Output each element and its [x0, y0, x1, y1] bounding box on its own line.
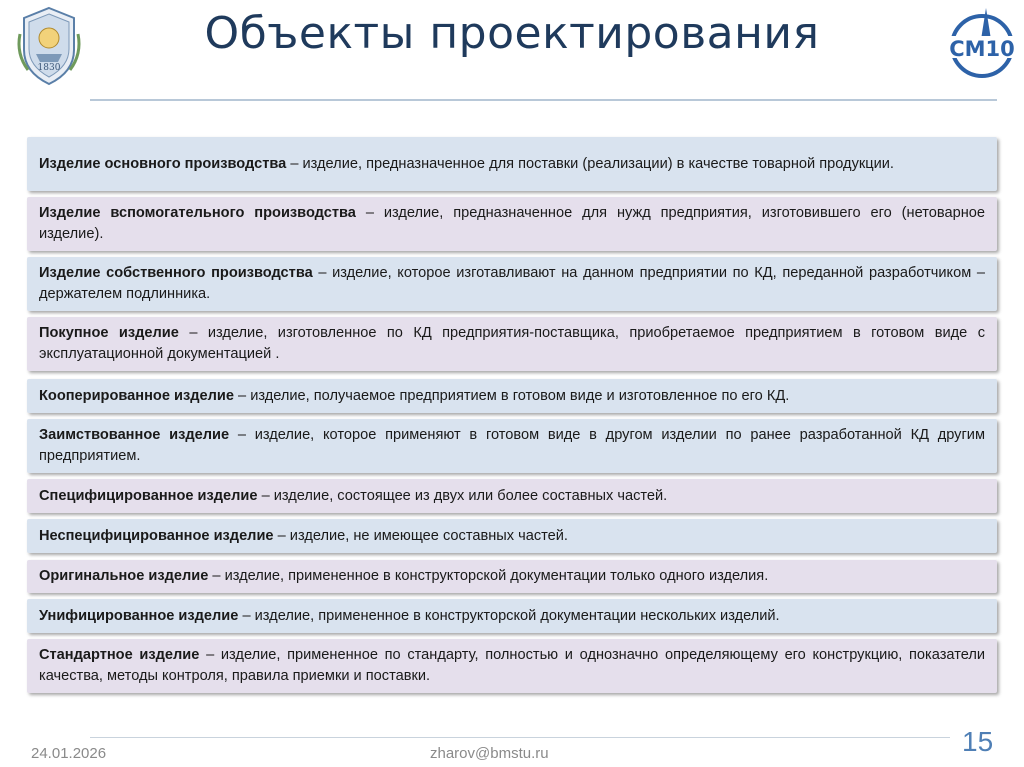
definition-term: Унифицированное изделие — [39, 607, 239, 624]
svg-text:СМ10: СМ10 — [949, 37, 1015, 61]
definition-term: Неспецифицированное изделие — [39, 527, 274, 544]
footer-divider — [90, 737, 950, 738]
definition-box — [27, 137, 997, 191]
definition-box — [27, 257, 997, 311]
definition-text — [39, 386, 789, 407]
definition-dash: – — [318, 265, 327, 281]
title-divider — [90, 99, 997, 101]
definition-box — [27, 317, 997, 371]
definition-term: Специфицированное изделие — [39, 487, 258, 504]
definition-box — [27, 197, 997, 251]
definition-dash: – — [242, 607, 251, 624]
sm10-logo — [940, 6, 1022, 82]
definition-text — [39, 154, 894, 175]
definition-dash: – — [365, 205, 374, 221]
definition-text — [39, 606, 780, 627]
definition-text — [39, 323, 985, 365]
svg-text:1830: 1830 — [37, 63, 61, 73]
definition-box — [27, 560, 997, 593]
definition-description: изделие, примененное в конструкторской документации нескольких изделий. — [254, 607, 780, 624]
definition-term: Стандартное изделие — [39, 647, 200, 663]
definition-description: изделие, предназначенное для поставки (реализации) в качестве товарной продукции. — [302, 155, 894, 172]
definition-text — [39, 486, 667, 507]
definition-box — [27, 379, 997, 413]
definition-term: Изделие собственного производства — [39, 265, 313, 281]
footer-email: zharov@bmstu.ru — [430, 745, 549, 762]
definition-dash: – — [261, 487, 270, 504]
definition-dash: – — [290, 155, 299, 172]
definition-description: изделие, предназначенное для нужд предприятия, изготовившего его (нетоварное изделие). — [39, 205, 985, 242]
definition-description: изделие, которое применяют в готовом виде в другом изделии по ранее разработанной КД другим предприятием. — [39, 427, 985, 464]
definition-box — [27, 599, 997, 633]
definition-description: изделие, примененное по стандарту, полностью и однозначно определяющему его конструкцию, показатели качества, методы контроля, правила приемки и поставки. — [39, 647, 986, 684]
definition-dash: – — [212, 568, 221, 584]
definition-description: изделие, примененное в конструкторской документации только одного изделия. — [224, 568, 769, 584]
definition-dash: – — [238, 387, 247, 404]
definition-text — [39, 526, 568, 547]
page-number: 15 — [962, 726, 994, 757]
definition-description: изделие, не имеющее составных частей. — [289, 527, 568, 544]
footer-date: 24.01.2026 — [31, 745, 107, 762]
definition-term: Кооперированное изделие — [39, 387, 234, 404]
definition-dash: – — [189, 325, 198, 341]
definition-description: изделие, которое изготавливают на данном предприятии по КД, переданной разработчиком – держателем подлинника. — [39, 265, 985, 302]
definition-text — [39, 425, 985, 467]
definition-box — [27, 519, 997, 553]
definition-term: Изделие вспомогательного производства — [39, 205, 356, 221]
definition-term: Заимствованное изделие — [39, 427, 230, 443]
definition-dash: – — [277, 527, 286, 544]
definition-box — [27, 479, 997, 513]
definition-text — [39, 566, 768, 587]
definition-description: изделие, состоящее из двух или более составных частей. — [273, 487, 668, 504]
definition-box — [27, 639, 997, 693]
definition-text — [39, 645, 985, 687]
definition-dash: – — [237, 427, 246, 443]
definition-text — [39, 203, 985, 245]
page-title: Объекты проектирования — [204, 8, 820, 59]
definition-box — [27, 419, 997, 473]
definition-term: Оригинальное изделие — [39, 568, 209, 584]
definition-text — [39, 263, 985, 305]
definition-description: изделие, получаемое предприятием в готовом виде и изготовленное по его КД. — [250, 387, 790, 404]
definition-dash: – — [206, 647, 215, 663]
definition-description: изделие, изготовленное по КД предприятия-поставщика, приобретаемое предприятием в готовом виде с эксплуатационной документацией . — [39, 325, 985, 362]
definition-term: Изделие основного производства — [39, 155, 287, 172]
definition-term: Покупное изделие — [39, 325, 179, 341]
